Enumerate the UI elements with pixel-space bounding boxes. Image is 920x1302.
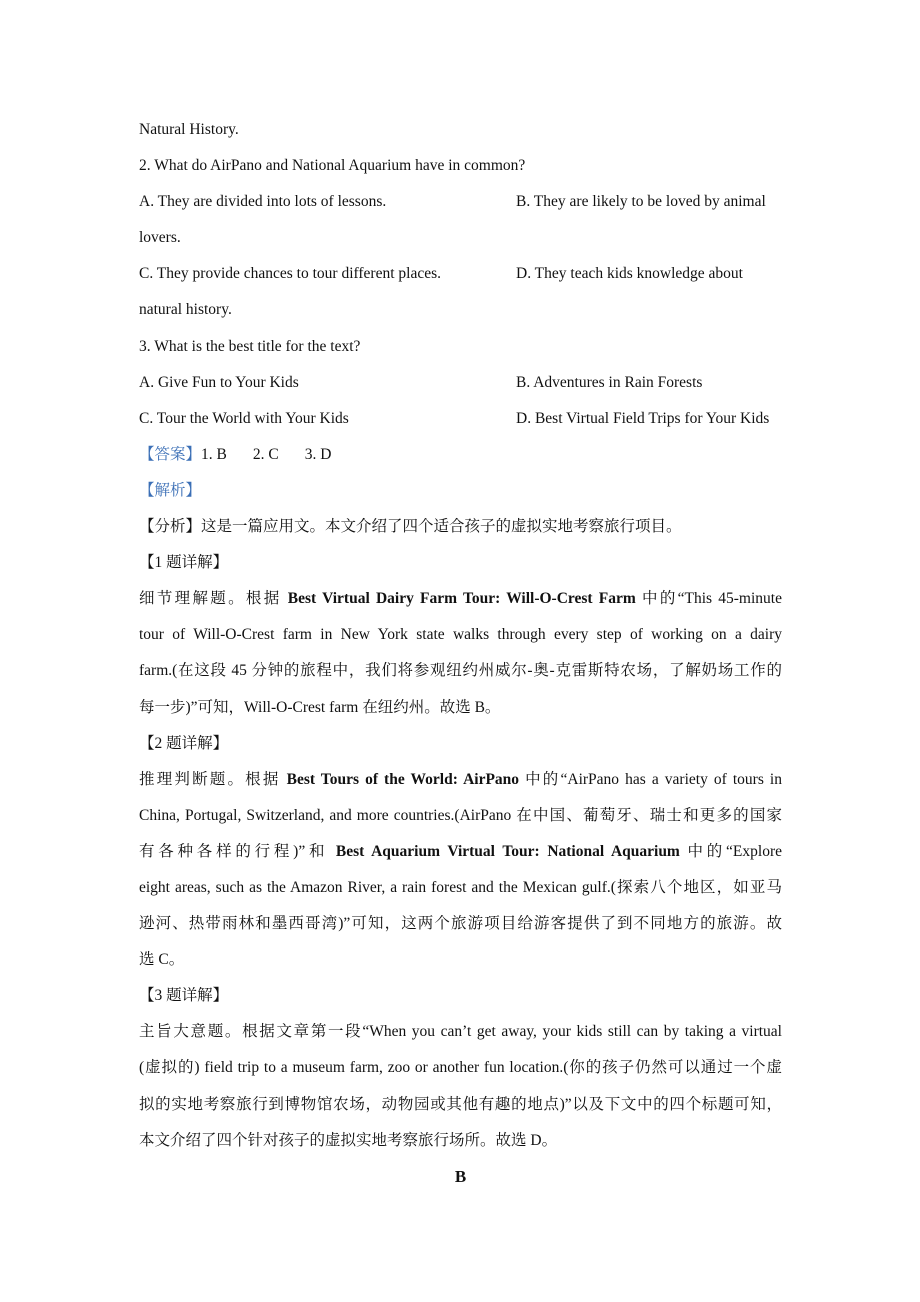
summary-line xyxy=(139,514,782,550)
analysis-label: 【解析】 xyxy=(139,481,202,499)
answer-1: 1. B xyxy=(201,445,227,463)
detail-2-quote-1-start: 中的“AirPano has a variety of tours in xyxy=(519,770,782,788)
summary-label: 【分析】 xyxy=(139,518,202,536)
detail-2-line-5: 逊河、热带雨林和墨西哥湾)”可知，这两个旅游项目给游客提供了到不同地方的旅游。故 xyxy=(139,915,782,933)
detail-2-line-1 xyxy=(139,767,782,803)
answer-2: 2. C xyxy=(252,445,279,463)
q2-option-b-continued: lovers. xyxy=(139,229,181,247)
q3-option-c: C. Tour the World with Your Kids xyxy=(139,409,349,427)
q2-option-a: A. They are divided into lots of lessons. xyxy=(139,193,387,211)
detail-2-line-2: China, Portugal, Switzerland, and more countries.(AirPano 在中国、葡萄牙、瑞士和更多的国家 xyxy=(139,806,782,824)
detail-1-source-title: Best Virtual Dairy Farm Tour: Will-O-Crest Farm xyxy=(287,590,636,608)
detail-2-quote-2-start: 中的“Explore xyxy=(679,842,782,860)
q3-option-a: A. Give Fun to Your Kids xyxy=(139,373,299,391)
detail-2-text: 推理判断题。根据 xyxy=(139,770,287,788)
detail-2-line-6: 选 C。 xyxy=(139,951,185,969)
q2-options-row-2 xyxy=(139,261,782,297)
q2-option-d: D. They teach kids knowledge about xyxy=(516,265,743,283)
detail-3-label: 【3 题详解】 xyxy=(139,987,229,1005)
detail-3-line-2: (虚拟的) field trip to a museum farm, zoo or another fun location.(你的孩子仍然可以通过一个虚 xyxy=(139,1059,782,1077)
q2-option-c: C. They provide chances to tour different places. xyxy=(139,265,442,283)
answer-line xyxy=(139,442,782,478)
q3-option-b: B. Adventures in Rain Forests xyxy=(516,373,703,391)
answer-3: 3. D xyxy=(304,445,332,463)
q3-option-d: D. Best Virtual Field Trips for Your Kids xyxy=(516,409,770,427)
detail-2-source-title-2: Best Aquarium Virtual Tour: National Aquarium xyxy=(335,842,680,860)
section-b-heading: B xyxy=(454,1166,467,1186)
summary-text: 这是一篇应用文。本文介绍了四个适合孩子的虚拟实地考察旅行项目。 xyxy=(201,518,682,536)
q3-options-row-2 xyxy=(139,406,782,442)
detail-3-line-4: 本文介绍了四个针对孩子的虚拟实地考察旅行场所。故选 D。 xyxy=(139,1131,558,1149)
detail-1-line-1 xyxy=(139,586,782,622)
detail-2-label: 【2 题详解】 xyxy=(139,734,229,752)
q3-options-row-1 xyxy=(139,370,782,406)
q1-option-tail: Natural History. xyxy=(139,121,239,138)
detail-1-line-4: 每一步)”可知，Will-O-Crest farm 在纽约州。故选 B。 xyxy=(139,698,501,716)
detail-1-text: 细节理解题。根据 xyxy=(139,590,288,608)
detail-2-line-3 xyxy=(139,839,782,875)
detail-3-line-3: 拟的实地考察旅行到博物馆农场，动物园或其他有趣的地点)”以及下文中的四个标题可知， xyxy=(139,1095,782,1113)
q2-option-b: B. They are likely to be loved by animal xyxy=(516,193,766,211)
detail-3-line-1: 主旨大意题。根据文章第一段“When you can’t get away, your kids still can by taking a virtual xyxy=(139,1023,782,1041)
detail-1-quote-start: 中的“This 45-minute xyxy=(635,590,782,608)
q3-stem: 3. What is the best title for the text? xyxy=(139,337,361,355)
detail-2-text-2: 有各种各样的行程)”和 xyxy=(139,842,336,860)
detail-1-line-2: tour of Will-O-Crest farm in New York state walks through every step of working on a dairy xyxy=(139,626,782,644)
q2-stem: 2. What do AirPano and National Aquarium have in common? xyxy=(139,157,526,175)
detail-2-line-4: eight areas, such as the Amazon River, a rain forest and the Mexican gulf.(探索八个地区，如亚马 xyxy=(139,878,782,896)
detail-1-label: 【1 题详解】 xyxy=(139,554,229,572)
answer-label: 【答案】 xyxy=(139,445,202,463)
document-page xyxy=(139,117,782,1200)
q2-options-row-1 xyxy=(139,189,782,225)
q2-option-d-continued: natural history. xyxy=(139,301,232,319)
detail-1-line-3: farm.(在这段 45 分钟的旅程中，我们将参观纽约州威尔-奥-克雷斯特农场，了解奶场工作的 xyxy=(139,662,782,680)
detail-2-source-title-1: Best Tours of the World: AirPano xyxy=(286,770,520,788)
